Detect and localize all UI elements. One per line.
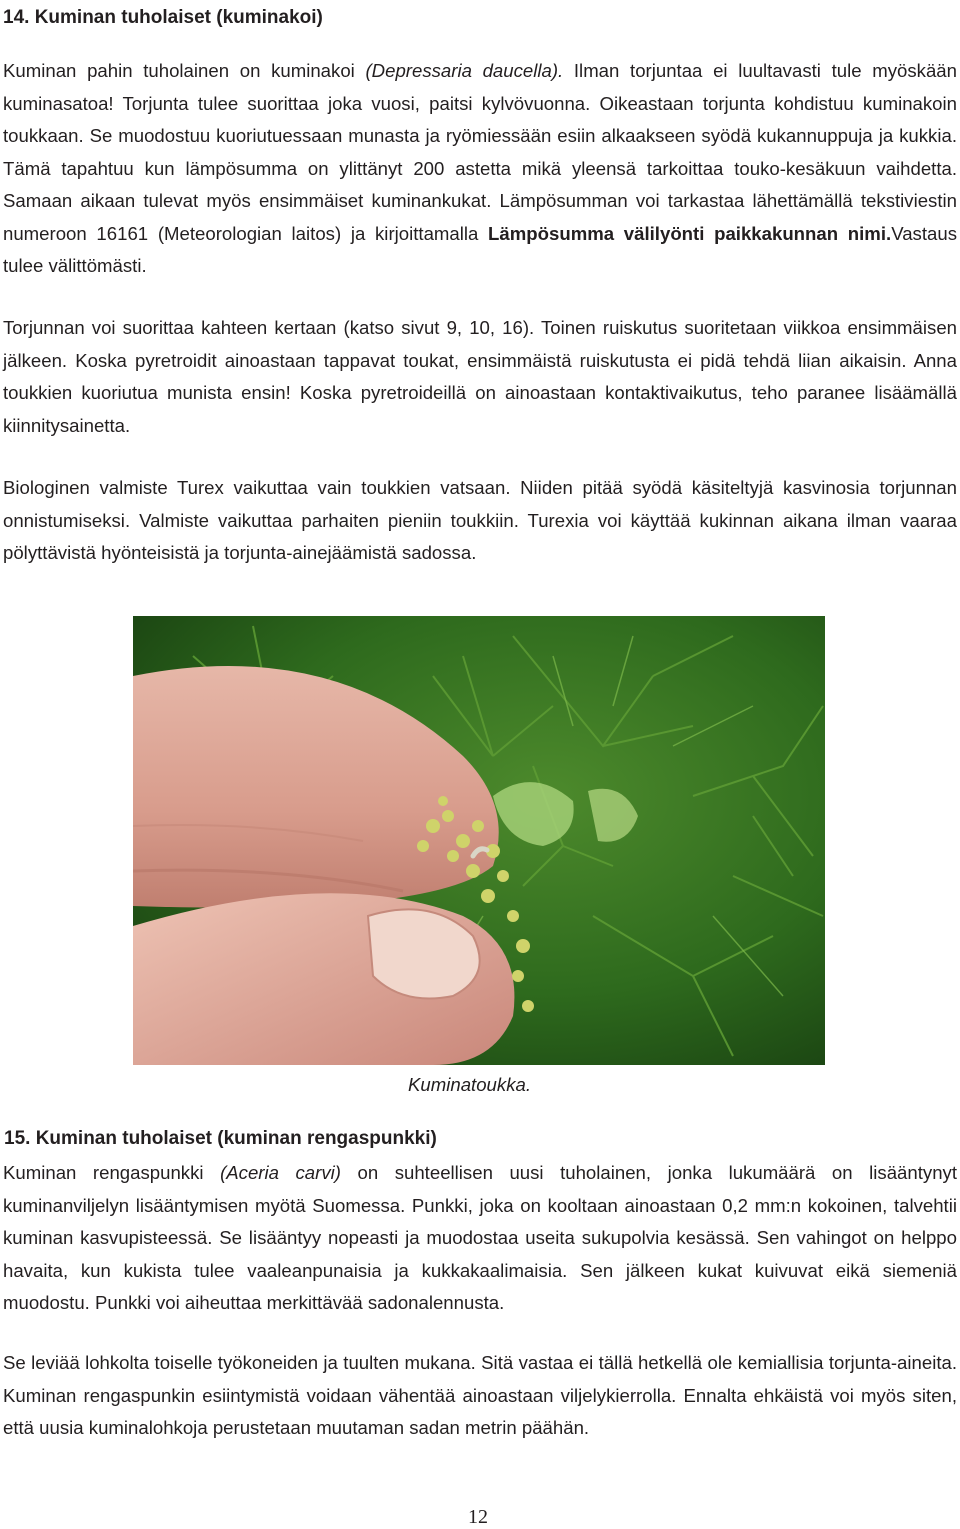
section-15-heading: 15. Kuminan tuholaiset (kuminan rengaspunkki)	[4, 1128, 437, 1149]
section-14-paragraph-3: Biologinen valmiste Turex vaikuttaa vain toukkien vatsaan. Niiden pitää syödä käsiteltyjä kasvinosia torjunnan onnistumiseksi. Valmiste vaikuttaa parhaiten pieniin toukkiin. Turexia voi käyttää kukinnan aikana ilman vaaraa pölyttävistä hyönteisistä ja torjunta-ainejäämistä sadossa.	[3, 477, 957, 563]
italic-text-run: (Depressaria daucella).	[365, 60, 564, 81]
text-run: Ilman torjuntaa ei luultavasti tule myöskään kuminasatoa! Torjunta tulee suorittaa joka vuosi, paitsi kylvövuonna. Oikeastaan torjunta kohdistuu kuminakoin toukkaan. Se muodostuu kuoriutuessaan munasta ja ryömiessään esiin alkaakseen syödä kukannuppuja ja kukkia. Tämä tapahtuu kun lämpösumma on ylittänyt 200 astetta mikä yleensä tarkoittaa touko-kesäkuun vaihdetta. Samaan aikaan tulevat myös ensimmäiset kuminankukat. Lämpösumman voi tarkastaa lähettämällä tekstiviestin numeroon 16161 (Meteorologian laitos) ja kirjoittamalla	[3, 60, 957, 244]
text-run: on suhteellisen uusi tuholainen, jonka lukumäärä on lisääntynyt kuminanviljelyn lisääntymisen myötä Suomessa. Punkki, joka on kooltaan ainoastaan 0,2 mm:n kokoinen, talvehtii kuminan kasvupisteessä. Se lisääntyy nopeasti ja muodostaa useita sukupolvia kesässä. Sen vahingot on helppo havaita, kun kukista tulee vaaleanpunaisia ja kukkakaalimaisia. Sen jälkeen kukat kuivuvat eikä siemeniä muodostu. Punkki voi aiheuttaa merkittävää sadonalennusta.	[3, 1162, 957, 1313]
text-run: Vastaus tulee välittömästi.	[3, 222, 957, 276]
italic-text-run: (Aceria carvi)	[220, 1162, 341, 1183]
text-run: Kuminan pahin tuholainen on kuminakoi	[3, 60, 366, 81]
text-run: Kuminan rengaspunkki	[3, 1162, 221, 1183]
section-14-paragraph-1	[3, 55, 957, 283]
section-14-paragraph-2: Torjunnan voi suorittaa kahteen kertaan (katso sivut 9, 10, 16). Toinen ruiskutus suoritetaan viikkoa ensimmäisen jälkeen. Koska pyretroidit ainoastaan tappavat toukat, ensimmäistä ruiskutusta ei pidä tehdä liian aikaisin. Anna toukkien kuoriutua munista ensin! Koska pyretroideillä on ainoastaan kontaktivaikutus, teho paranee lisäämällä kiinnitysainetta.	[3, 317, 957, 436]
section-15-paragraph-2: Se leviää lohkolta toiselle työkoneiden ja tuulten mukana. Sitä vastaa ei tällä hetkellä ole kemiallisia torjunta-aineita. Kuminan rengaspunkin esiintymistä voidaan vähentää ainoastaan viljelykierrolla. Ennalta ehkäistä voi myös siten, että uusia kuminalohkoja perustetaan muutaman sadan metrin päähän.	[3, 1352, 957, 1438]
section-15-paragraph-1	[3, 1157, 957, 1320]
caterpillar-on-caraway-photo	[133, 616, 825, 1065]
page-number: 12	[468, 1506, 488, 1528]
bold-text-run: Lämpösumma välilyönti paikkakunnan nimi.	[488, 222, 892, 244]
figure-caption: Kuminatoukka.	[408, 1074, 531, 1095]
section-14-heading: 14. Kuminan tuholaiset (kuminakoi)	[3, 7, 323, 28]
